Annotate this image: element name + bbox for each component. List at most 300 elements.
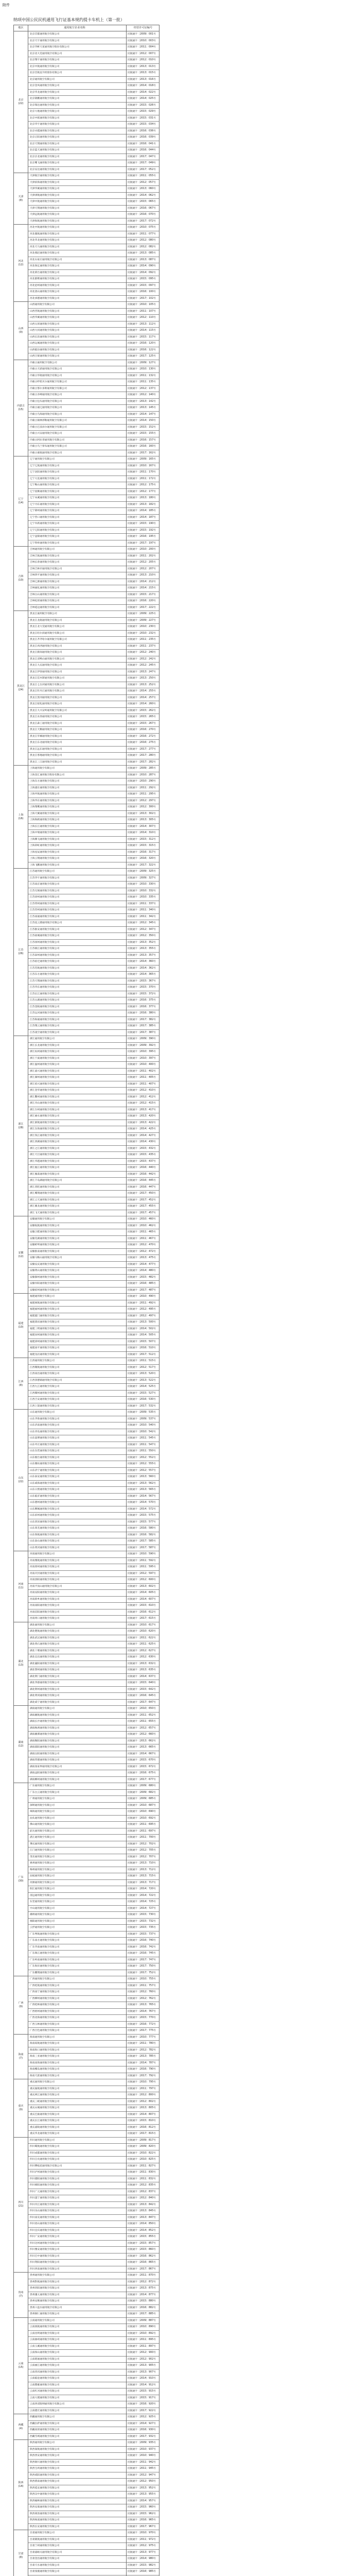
- company-name-cell: 陕西秦航通用航空有限公司: [30, 2448, 60, 2451]
- table-row: [14, 1010, 159, 1017]
- region-cell: 广西 (9): [14, 1976, 28, 2035]
- company-name-cell: 上海华东通用航空有限公司: [30, 799, 60, 802]
- license-number-cell: 民航通字〔2011〕895号: [128, 2338, 156, 2341]
- license-number-cell: 民航通字〔2013〕715号: [128, 1875, 156, 1877]
- table-row: [14, 521, 159, 528]
- table-row: [14, 2344, 159, 2350]
- license-number-cell: 民航通字〔2013〕180号: [128, 497, 156, 499]
- license-number-cell: 民航通字〔2015〕577号: [128, 1520, 156, 1523]
- table-row: [14, 1030, 159, 1037]
- company-name-cell: 揭阳通用航空有限公司: [30, 1920, 55, 1923]
- company-name-cell: 江门通用航空有限公司: [30, 1849, 55, 1852]
- company-name-cell: 黑龙江七台河通用航空有限公司: [30, 683, 65, 686]
- company-name-cell: 湖南衡阳通用航空有限公司: [30, 1739, 60, 1742]
- table-row: [14, 798, 159, 805]
- company-name-cell: 黑龙江东北通用航空有限公司: [30, 741, 62, 744]
- company-name-cell: 辽宁抚顺通用航空有限公司: [30, 490, 60, 493]
- company-name-cell: 内蒙古呼伦贝尔通用航空有限公司: [30, 381, 67, 383]
- company-name-cell: 辽宁阜新通用航空有限公司: [30, 522, 60, 525]
- company-name-cell: 黑龙江佳木斯通用航空有限公司: [30, 677, 65, 680]
- table-row: [14, 250, 159, 257]
- license-number-cell: 民航通字〔2010〕542号: [128, 1430, 156, 1433]
- table-row: [14, 1384, 159, 1391]
- table-row: [14, 875, 159, 882]
- license-number-cell: 民航通字〔2017〕815号: [128, 2132, 156, 2135]
- table-row: [14, 2035, 159, 2041]
- table-row: [14, 341, 159, 347]
- table-row: [14, 2472, 159, 2479]
- table-row: [14, 1667, 159, 1674]
- company-name-cell: 中山通用航空有限公司: [30, 1907, 55, 1910]
- license-number-cell: 民航通字〔2016〕790号: [128, 2068, 156, 2071]
- table-row: [14, 927, 159, 934]
- license-number-cell: 民航通字〔2013〕712号: [128, 1868, 156, 1871]
- table-row: [14, 553, 159, 560]
- table-row: [14, 2060, 159, 2067]
- license-number-cell: 民航通字〔2015〕880号: [128, 2300, 156, 2302]
- license-number-cell: 民航通字〔2011〕595号: [128, 1566, 156, 1568]
- license-number-cell: 民航通字〔2011〕132号: [128, 374, 156, 377]
- company-name-cell: 上海星辰通用航空有限公司: [30, 851, 60, 854]
- company-name-cell: 河北承德通用航空有限公司: [30, 297, 60, 300]
- company-name-cell: 内蒙古阿拉善通用航空有限公司: [30, 438, 65, 442]
- license-number-cell: 民航通字〔2014〕957号: [128, 2499, 156, 2502]
- license-number-cell: 民航通字〔2010〕940号: [128, 2454, 156, 2457]
- license-number-cell: 民航通字〔2015〕152号: [128, 426, 156, 429]
- license-number-cell: 民航通字〔2012〕472号: [128, 1250, 156, 1253]
- table-row: [14, 2247, 159, 2253]
- table-row: [14, 1693, 159, 1700]
- company-name-cell: 湖北襄阳通用航空有限公司: [30, 1662, 60, 1665]
- company-name-cell: 海南天涯通用航空有限公司: [30, 2074, 60, 2077]
- license-number-cell: 民航通字〔2017〕222号: [128, 606, 156, 609]
- license-number-cell: 民航通字〔2016〕100号: [128, 291, 156, 293]
- license-number-cell: 民航通字〔2013〕357号: [128, 954, 156, 957]
- company-name-cell: 浙江天目通用航空有限公司: [30, 1154, 60, 1156]
- table-row: [14, 1906, 159, 1912]
- license-number-cell: 民航通字〔2012〕497号: [128, 1314, 156, 1317]
- region-cell: 河北 (12): [14, 225, 28, 302]
- license-number-cell: 民航通字〔2014〕667号: [128, 1752, 156, 1755]
- company-name-cell: 吉林通用航空有限公司: [30, 548, 55, 551]
- company-name-cell: 甘肃兰州通用航空有限公司: [30, 2545, 60, 2547]
- license-number-cell: 民航通字〔2011〕945号: [128, 2467, 156, 2470]
- table-row: [14, 2556, 159, 2563]
- license-number-cell: 民航通字〔2015〕190号: [128, 522, 156, 525]
- license-number-cell: 民航通字〔2016〕510号: [128, 1347, 156, 1349]
- license-number-cell: 民航通字〔2013〕805号: [128, 2107, 156, 2109]
- table-row: [14, 2466, 159, 2472]
- company-name-cell: 四川眉山通用航空有限公司: [30, 2223, 60, 2225]
- company-name-cell: 福建漳州通用航空有限公司: [30, 1340, 60, 1343]
- company-name-cell: 云南红河通用航空有限公司: [30, 2390, 60, 2393]
- table-row: [14, 1204, 159, 1210]
- license-number-cell: 民航通字〔2016〕485号: [128, 1282, 156, 1285]
- license-number-cell: 民航通字〔2014〕877号: [128, 2293, 156, 2296]
- company-name-cell: 东莞通用航空有限公司: [30, 1901, 55, 1903]
- company-name-cell: 山西大同通用航空有限公司: [30, 329, 60, 332]
- company-name-cell: 甘肃通用航空有限公司: [30, 2532, 55, 2534]
- company-name-cell: 湖南岳阳通用航空有限公司: [30, 1752, 60, 1755]
- license-number-cell: 民航通字〔2013〕087号: [128, 258, 156, 261]
- company-name-cell: 西藏通用航空有限公司: [30, 2416, 55, 2418]
- region-cell: 湖北 (13): [14, 1622, 28, 1706]
- table-row: [14, 940, 159, 946]
- company-name-cell: 贵州通用航空有限公司: [30, 2274, 55, 2277]
- license-number-cell: 民航通字〔2012〕207号: [128, 567, 156, 570]
- license-number-cell: 民航通字〔2010〕795号: [128, 2081, 156, 2083]
- company-name-cell: 西藏高原通用航空有限公司: [30, 2429, 60, 2431]
- table-row: [14, 534, 159, 540]
- company-name-cell: 海南海口通用航空有限公司: [30, 2048, 60, 2052]
- table-row: [14, 862, 159, 869]
- table-row: [14, 1120, 159, 1127]
- company-name-cell: 江苏连云港通用航空有限公司: [30, 922, 62, 924]
- company-name-cell: 湖南常德通用航空有限公司: [30, 1759, 60, 1761]
- license-number-cell: 民航通字〔2013〕085号: [128, 252, 156, 255]
- license-number-cell: 民航通字〔2013〕632号: [128, 1662, 156, 1665]
- region-cell: 海南 (7): [14, 2035, 28, 2080]
- company-name-cell: 浙江西湖通用航空有限公司: [30, 1141, 60, 1143]
- table-row: [14, 1184, 159, 1191]
- table-row: [14, 456, 159, 463]
- table-row: [14, 675, 159, 682]
- table-row: [14, 1963, 159, 1970]
- license-number-cell: 民航通字〔2015〕507号: [128, 1340, 156, 1343]
- table-row: [14, 1378, 159, 1384]
- table-row: [14, 199, 159, 206]
- license-number-cell: 民航通字〔2013〕500号: [128, 1321, 156, 1324]
- table-row: [14, 154, 159, 161]
- license-number-cell: 民航通字〔2011〕407号: [128, 1082, 156, 1086]
- table-row: [14, 1139, 159, 1146]
- company-name-cell: 黑龙江哈尔滨通用航空有限公司: [30, 632, 65, 635]
- license-number-cell: 民航通字〔2015〕855号: [128, 2235, 156, 2238]
- company-name-cell: 安徽合肥通用航空有限公司: [30, 1231, 60, 1233]
- company-name-cell: 黑龙江华翼通用航空有限公司: [30, 735, 62, 738]
- license-number-cell: 民航通字〔2011〕972号: [128, 2538, 156, 2541]
- license-number-cell: 民航通字〔2015〕217号: [128, 593, 156, 596]
- license-number-cell: 民航通字〔2013〕955号: [128, 2493, 156, 2496]
- license-number-cell: 民航通字〔2011〕827号: [128, 2164, 156, 2167]
- company-name-cell: 黑龙江通用航空有限公司: [30, 613, 57, 615]
- license-number-cell: 民航通字〔2011〕342号: [128, 915, 156, 918]
- table-row: [14, 1899, 159, 1906]
- table-row: [14, 1468, 159, 1475]
- table-row: [14, 418, 159, 425]
- table-row: [14, 1017, 159, 1024]
- table-row: [14, 2511, 159, 2518]
- table-row: [14, 1925, 159, 1931]
- table-row: [14, 283, 159, 290]
- table-row: [14, 1603, 159, 1609]
- license-number-cell: 民航通字〔2017〕385号: [128, 1025, 156, 1027]
- license-number-cell: 民航通字〔2010〕617号: [128, 1623, 156, 1626]
- table-row: [14, 289, 159, 296]
- table-row: [14, 2517, 159, 2524]
- company-name-cell: 北京正阳通用航空有限公司: [30, 136, 60, 139]
- company-name-cell: 贵州遵义通用航空有限公司: [30, 2293, 60, 2296]
- license-number-cell: 民航通字〔2010〕690号: [128, 1810, 156, 1813]
- license-number-cell: 民航通字〔2014〕477号: [128, 1263, 156, 1266]
- table-row: [14, 2163, 159, 2170]
- region-cell: 浙江 (28): [14, 1036, 28, 1216]
- company-name-cell: 江苏太湖通用航空有限公司: [30, 999, 60, 1002]
- table-row: [14, 1494, 159, 1500]
- table-row: [14, 147, 159, 154]
- company-name-cell: 河北燕赵通用航空有限公司: [30, 252, 60, 255]
- company-name-cell: 河南南阳通用航空有限公司: [30, 1604, 60, 1607]
- table-row: [14, 1912, 159, 1919]
- company-name-cell: 云南大理通用航空有限公司: [30, 2396, 60, 2399]
- region-cell: 陕西 (14): [14, 2440, 28, 2530]
- company-table: [13, 25, 159, 2576]
- table-row: [14, 811, 159, 818]
- license-number-cell: 民航通字〔2013〕182号: [128, 503, 156, 506]
- company-name-cell: 重庆通用航空有限公司: [30, 2081, 55, 2083]
- company-name-cell: 山东齐鲁通用航空有限公司: [30, 1417, 60, 1420]
- company-name-cell: 广西百色通用航空有限公司: [30, 2029, 60, 2032]
- company-name-cell: 四川成都通用航空有限公司: [30, 2151, 60, 2155]
- table-row: [14, 1461, 159, 1468]
- license-number-cell: 民航通字〔2017〕512号: [128, 1353, 156, 1356]
- company-name-cell: 湖南长沙通用航空有限公司: [30, 1720, 60, 1723]
- company-name-cell: 北京首都通用航空有限公司: [30, 33, 60, 36]
- company-name-cell: 四川西南通用航空有限公司: [30, 2267, 60, 2270]
- license-number-cell: 民航通字〔2012〕925号: [128, 2416, 156, 2418]
- license-number-cell: 民航通字〔2010〕287号: [128, 773, 156, 776]
- company-name-cell: 江苏通用航空有限公司: [30, 870, 55, 873]
- region-cell: 天津 (8): [14, 173, 28, 225]
- company-name-cell: 内蒙古通用航空有限公司: [30, 361, 57, 364]
- table-row: [14, 1126, 159, 1133]
- license-number-cell: 民航通字〔2011〕655号: [128, 1720, 156, 1723]
- company-name-cell: 湖北宜昌通用航空有限公司: [30, 1656, 60, 1658]
- license-number-cell: 民航通字〔2009〕682号: [128, 1791, 156, 1794]
- license-number-cell: 民航通字〔2016〕882号: [128, 2306, 156, 2309]
- company-name-cell: 天津中航通用航空有限公司: [30, 200, 60, 203]
- license-number-cell: 民航通字〔2016〕740号: [128, 1939, 156, 1942]
- license-number-cell: 民航通字〔2011〕700号: [128, 1836, 156, 1839]
- license-number-cell: 民航通字〔2013〕847号: [128, 2216, 156, 2219]
- license-number-cell: 民航通字〔2014〕257号: [128, 696, 156, 699]
- table-row: [14, 1816, 159, 1822]
- license-number-cell: 民航通字〔2014〕480号: [128, 1269, 156, 1272]
- license-number-cell: 民航通字〔2011〕237号: [128, 645, 156, 648]
- table-row: [14, 1081, 159, 1088]
- company-name-cell: 山东烟台通用航空有限公司: [30, 1456, 60, 1459]
- table-row: [14, 1828, 159, 1835]
- company-name-cell: 云南临沧通用航空有限公司: [30, 2377, 60, 2380]
- company-name-cell: 安徽淮南通用航空有限公司: [30, 1250, 60, 1253]
- company-name-cell: 广东通用航空有限公司: [30, 1785, 55, 1787]
- license-number-cell: 民航通字〔2012〕057号: [128, 181, 156, 184]
- license-number-cell: 民航通字〔2013〕522号: [128, 1379, 156, 1382]
- company-name-cell: 海南南海通用航空有限公司: [30, 2061, 60, 2064]
- license-number-cell: 民航通字〔2016〕742号: [128, 1945, 156, 1948]
- region-cell: 福建 (10): [14, 1294, 28, 1358]
- license-number-cell: 民航通字〔2010〕230号: [128, 625, 156, 628]
- license-number-cell: 民航通字〔2014〕062号: [128, 194, 156, 197]
- company-name-cell: 浙江之江通用航空有限公司: [30, 1147, 60, 1150]
- company-name-cell: 山东临沂通用航空有限公司: [30, 1495, 60, 1498]
- license-number-cell: 民航通字〔2011〕077号: [128, 232, 156, 235]
- company-name-cell: 贵州铜仁通用航空有限公司: [30, 2313, 60, 2315]
- table-row: [14, 1873, 159, 1880]
- company-name-cell: 江苏泰州通用航空有限公司: [30, 954, 60, 957]
- license-number-cell: 民航通字〔2012〕840号: [128, 2197, 156, 2199]
- region-cell: 广东 (30): [14, 1783, 28, 1976]
- license-number-cell: 民航通字〔2009〕535号: [128, 1411, 156, 1414]
- table-row: [14, 1732, 159, 1738]
- license-number-cell: 民航通字〔2015〕960号: [128, 2506, 156, 2509]
- company-name-cell: 山东通用航空有限公司: [30, 1411, 55, 1414]
- table-row: [14, 933, 159, 940]
- company-name-cell: 四川宜宾通用航空有限公司: [30, 2229, 60, 2232]
- table-row: [14, 2563, 159, 2569]
- license-number-cell: 民航通字〔2009〕820号: [128, 2145, 156, 2148]
- license-number-cell: 民航通字〔2014〕505号: [128, 1334, 156, 1336]
- company-name-cell: 四川广安通用航空有限公司: [30, 2235, 60, 2238]
- company-name-cell: 辽宁辽航通用航空有限公司: [30, 464, 60, 467]
- license-number-cell: 民航通字〔2009〕537号: [128, 1417, 156, 1420]
- license-number-cell: 民航通字〔2013〕112号: [128, 323, 156, 326]
- company-name-cell: 江苏苏航通用航空有限公司: [30, 967, 60, 970]
- company-name-cell: 北京北大荒通用航空有限公司: [30, 52, 62, 55]
- table-row: [14, 2460, 159, 2466]
- company-name-cell: 陕西宝鸡通用航空有限公司: [30, 2467, 60, 2470]
- table-row: [14, 2041, 159, 2047]
- table-row: [14, 959, 159, 965]
- table-row: [14, 122, 159, 128]
- company-name-cell: 浙江飞天通用航空有限公司: [30, 1211, 60, 1214]
- company-name-cell: 福建福州通用航空有限公司: [30, 1308, 60, 1311]
- company-name-cell: 四川遂宁通用航空有限公司: [30, 2197, 60, 2199]
- header-region: 地区: [18, 26, 24, 29]
- company-name-cell: 内蒙古巴彦淖尔通用航空有限公司: [30, 426, 67, 429]
- company-name-cell: 吉林吉航通用航空有限公司: [30, 554, 60, 557]
- license-number-cell: 民航通字〔2013〕845号: [128, 2210, 156, 2212]
- table-row: [14, 1893, 159, 1900]
- company-name-cell: 山东泰山通用航空有限公司: [30, 1540, 60, 1543]
- company-name-cell: 江苏南京通用航空有限公司: [30, 883, 60, 886]
- license-number-cell: 民航通字〔2015〕065号: [128, 200, 156, 203]
- license-number-cell: 民航通字〔2014〕427号: [128, 1134, 156, 1137]
- table-row: [14, 1584, 159, 1590]
- license-number-cell: 民航通字〔2014〕255号: [128, 690, 156, 692]
- region-cell: 甘肃 (8): [14, 2530, 28, 2576]
- table-row: [14, 2537, 159, 2544]
- company-name-cell: 吉林白山通用航空有限公司: [30, 593, 60, 596]
- license-number-cell: 民航通字〔2015〕810号: [128, 2120, 156, 2122]
- company-name-cell: 江苏镇江通用航空有限公司: [30, 947, 60, 950]
- table-row: [14, 907, 159, 914]
- company-name-cell: 浙江华越通用航空有限公司: [30, 1160, 60, 1163]
- license-number-cell: 民航通字〔2013〕355号: [128, 947, 156, 950]
- table-row: [14, 1854, 159, 1861]
- license-number-cell: 民航通字〔2011〕467号: [128, 1237, 156, 1240]
- table-row: [14, 2182, 159, 2189]
- company-name-cell: 江苏宿迁通用航空有限公司: [30, 960, 60, 963]
- company-name-cell: 浙江钱江通用航空有限公司: [30, 1134, 60, 1137]
- license-number-cell: 民航通字〔2014〕365号: [128, 973, 156, 976]
- table-row: [14, 1777, 159, 1784]
- license-number-cell: 民航通字〔2013〕520号: [128, 1372, 156, 1375]
- table-row: [14, 1255, 159, 1262]
- company-name-cell: 江苏淮安通用航空有限公司: [30, 928, 60, 931]
- license-number-cell: 民航通字〔2009〕285号: [128, 767, 156, 770]
- company-name-cell: 湖北黄冈通用航空有限公司: [30, 1694, 60, 1697]
- company-name-cell: 广东鹏翔通用航空有限公司: [30, 1971, 60, 1974]
- company-name-cell: 安徽滁州通用航空有限公司: [30, 1276, 60, 1279]
- company-name-cell: 韶关通用航空有限公司: [30, 1829, 55, 1833]
- company-name-cell: 广东岭南通用航空有限公司: [30, 1958, 60, 1961]
- company-name-cell: 江苏徐州通用航空有限公司: [30, 896, 60, 899]
- table-row: [14, 489, 159, 496]
- region-cell: 山东 (22): [14, 1410, 28, 1551]
- table-row: [14, 1100, 159, 1107]
- license-number-cell: 民航通字〔2016〕985号: [128, 2570, 156, 2573]
- license-number-cell: 民航通字〔2016〕120号: [128, 342, 156, 345]
- license-number-cell: 民航通字〔2015〕575号: [128, 1514, 156, 1517]
- license-number-cell: 民航通字〔2011〕515号: [128, 1360, 156, 1362]
- company-name-cell: 河北冀航通用航空有限公司: [30, 232, 60, 235]
- table-row: [14, 1822, 159, 1828]
- table-row: [14, 360, 159, 367]
- license-number-cell: 民航通字〔2012〕555号: [128, 1463, 156, 1465]
- company-name-cell: 广西通用航空有限公司: [30, 1978, 55, 1980]
- table-row: [14, 1294, 159, 1300]
- table-row: [14, 141, 159, 148]
- license-number-cell: 民航通字〔2015〕770号: [128, 2016, 156, 2019]
- license-number-cell: 民航通字〔2012〕297号: [128, 799, 156, 802]
- table-row: [14, 2414, 159, 2421]
- license-number-cell: 民航通字〔2010〕892号: [128, 2332, 156, 2335]
- license-number-cell: 民航通字〔2010〕460号: [128, 1218, 156, 1221]
- license-number-cell: 民航通字〔2012〕410号: [128, 1089, 156, 1092]
- table-row: [14, 592, 159, 599]
- company-name-cell: 江西九江通用航空有限公司: [30, 1385, 60, 1388]
- table-row: [14, 2099, 159, 2106]
- table-row: [14, 624, 159, 631]
- license-number-cell: 民航通字〔2010〕397号: [128, 1057, 156, 1060]
- license-number-cell: 民航通字〔2014〕980号: [128, 2557, 156, 2560]
- license-number-cell: 民航通字〔2013〕662号: [128, 1739, 156, 1742]
- license-number-cell: 民航通字〔2016〕320号: [128, 857, 156, 860]
- license-number-cell: 民航通字〔2017〕162号: [128, 451, 156, 454]
- region-cell: 河南 (11): [14, 1551, 28, 1622]
- company-name-cell: 湖南通用航空有限公司: [30, 1707, 55, 1710]
- license-number-cell: 民航通字〔2015〕034号: [128, 123, 156, 126]
- table-row: [14, 598, 159, 605]
- company-name-cell: 浙江金华通用航空有限公司: [30, 1089, 60, 1092]
- license-number-cell: 民航通字〔2017〕125号: [128, 355, 156, 358]
- license-number-cell: 民航通字〔2012〕705号: [128, 1849, 156, 1852]
- company-name-cell: 湖南湘潭通用航空有限公司: [30, 1733, 60, 1736]
- license-number-cell: 民航通字〔2017〕072号: [128, 219, 156, 223]
- table-row: [14, 1976, 159, 1983]
- company-name-cell: 吉林长春通用航空有限公司: [30, 561, 60, 564]
- license-number-cell: 民航通字〔2009〕935号: [128, 2442, 156, 2444]
- table-row: [14, 302, 159, 309]
- table-row: [14, 2170, 159, 2176]
- table-row: [14, 843, 159, 850]
- region-cell: 上海 (16): [14, 766, 28, 869]
- table-row: [14, 309, 159, 315]
- license-number-cell: 民航通字〔2012〕837号: [128, 2190, 156, 2193]
- company-name-cell: 湖南邵阳通用航空有限公司: [30, 1746, 60, 1749]
- company-name-cell: 北京中航通用航空有限公司: [30, 65, 60, 68]
